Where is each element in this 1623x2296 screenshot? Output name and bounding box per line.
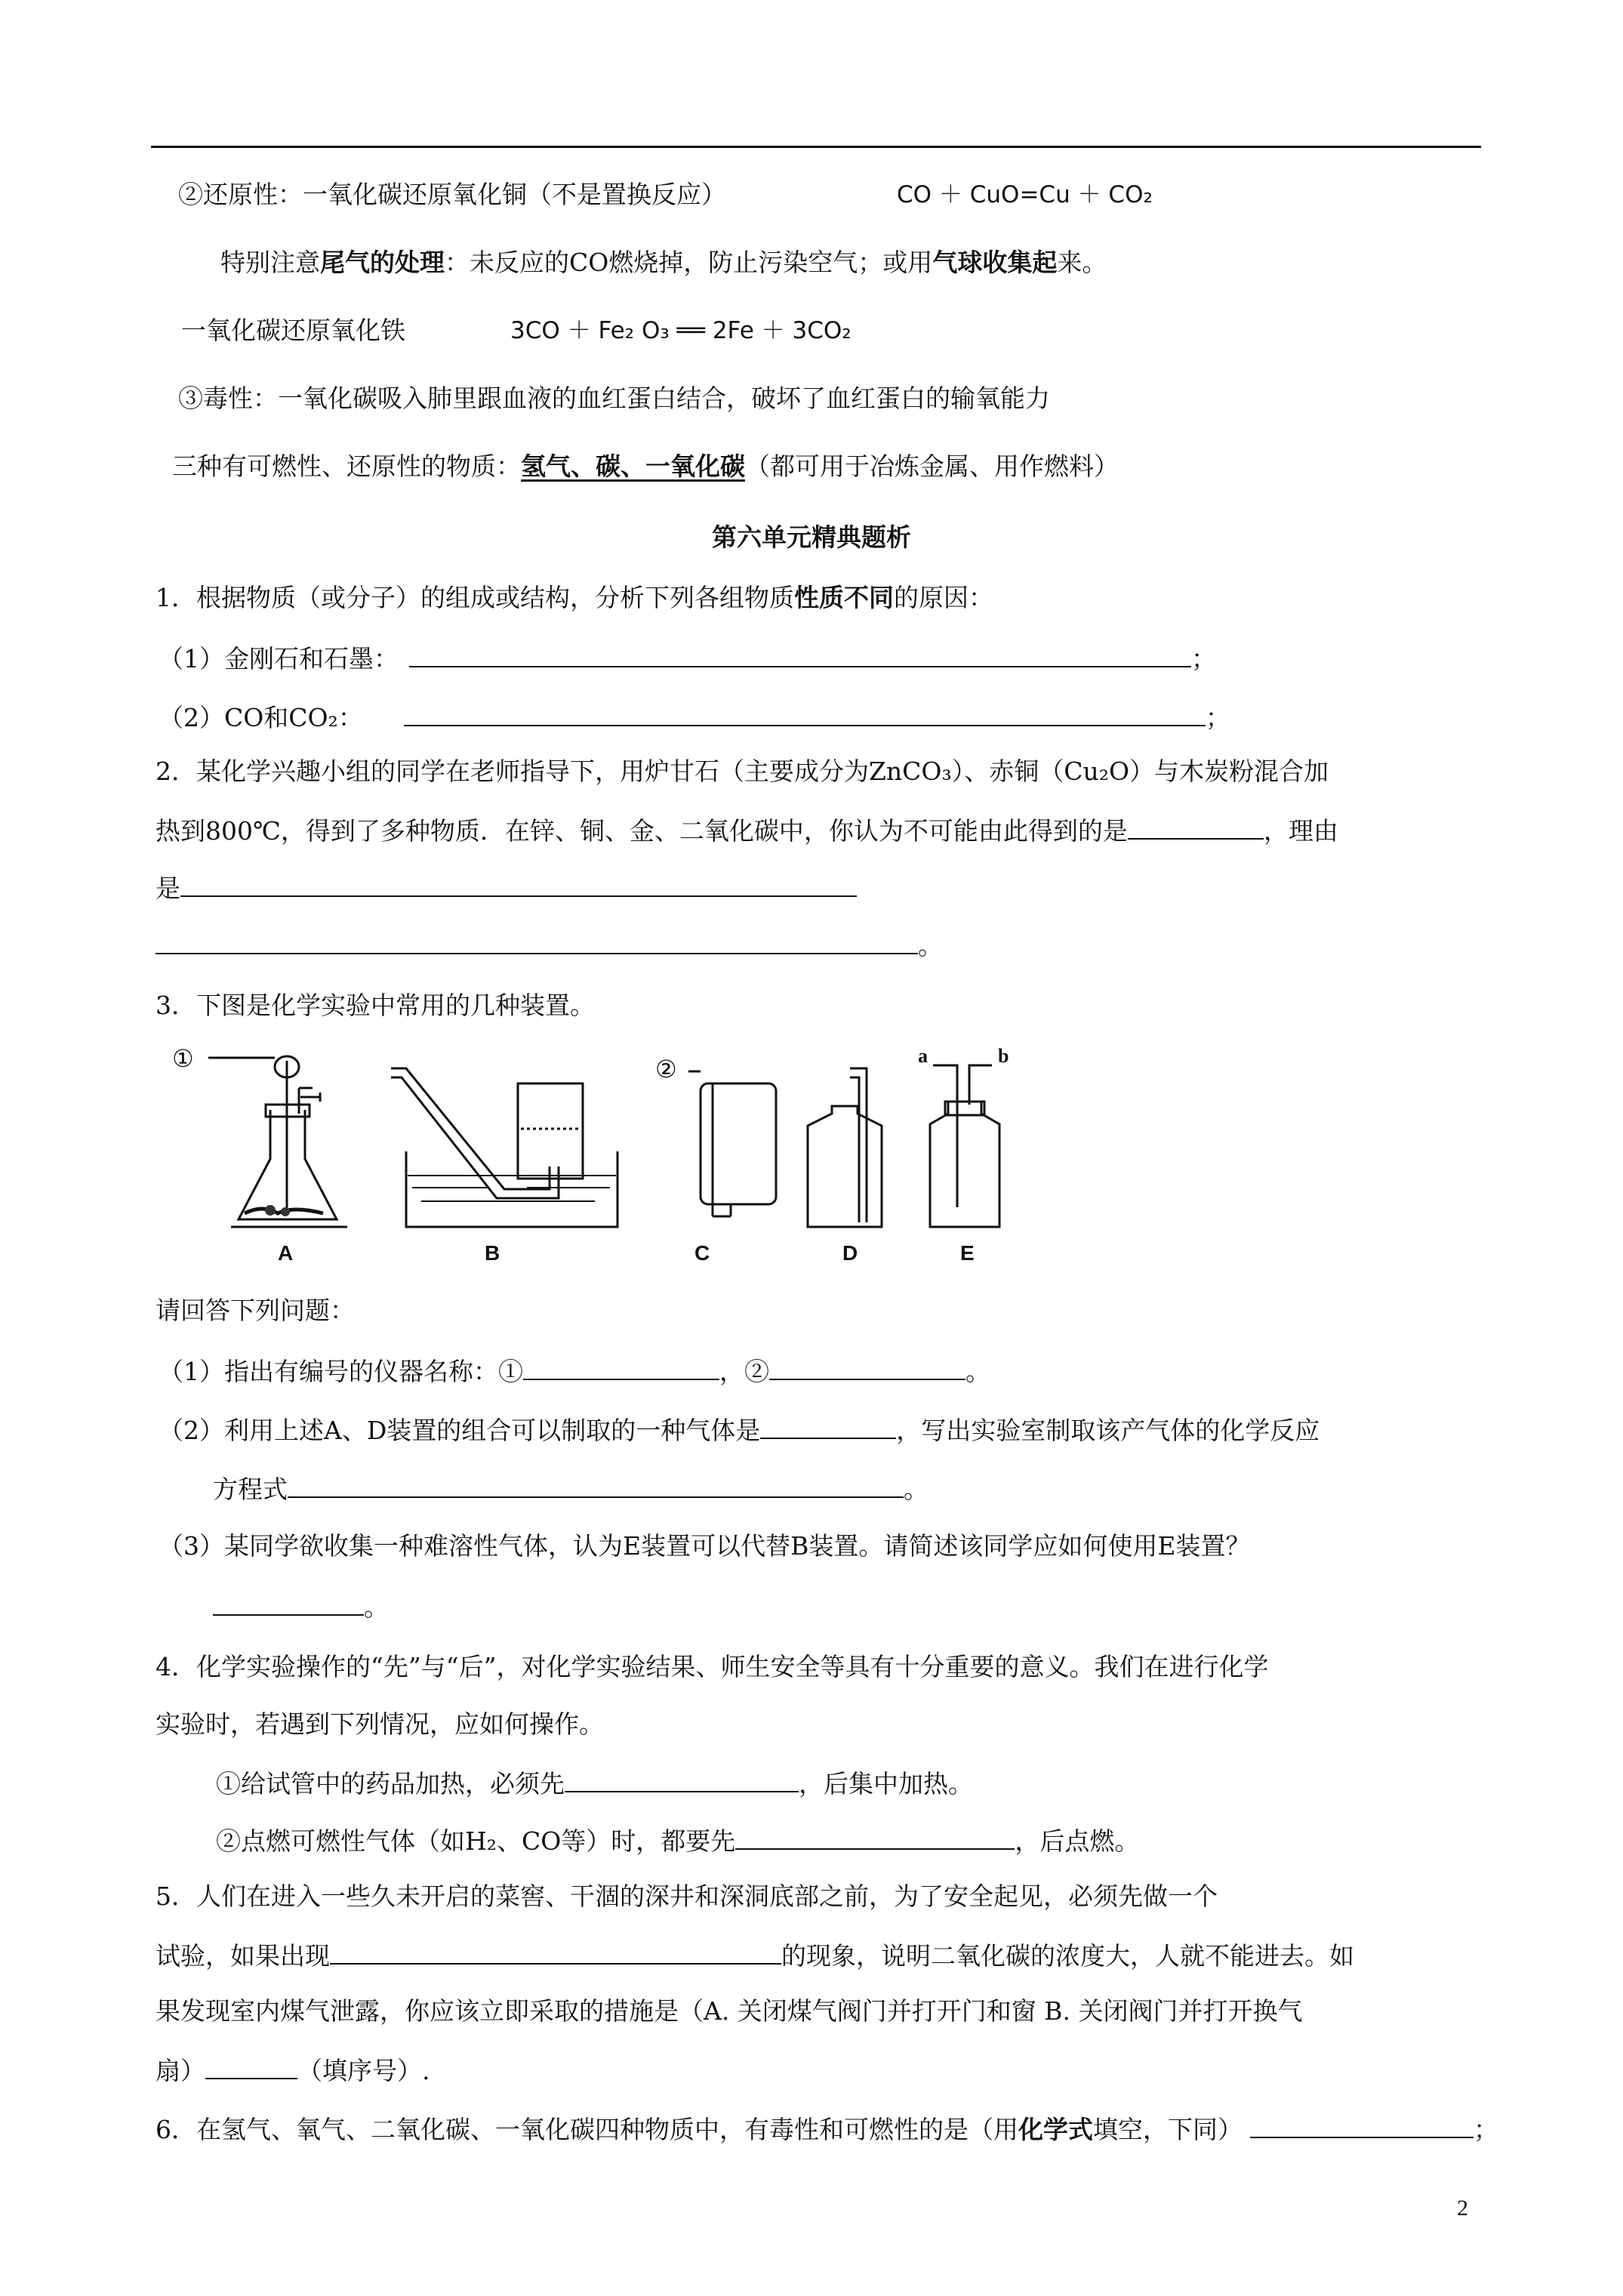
q4-item2 — [216, 1823, 1139, 1858]
q6-end: ； — [1474, 2115, 1498, 2144]
port-b: b — [998, 1045, 1009, 1067]
fe-equation: 3CO ＋ Fe₂ O₃ ══ 2Fe ＋ 3CO₂ — [510, 317, 852, 344]
q3-s1a: （1）指出有编号的仪器名称：① — [159, 1357, 523, 1386]
three-bold: 氢气、碳、一氧化碳 — [521, 451, 745, 481]
label-d: D — [842, 1241, 858, 1265]
q3-answer-instrument-2[interactable] — [769, 1353, 965, 1380]
header-rule — [151, 146, 1481, 148]
q1-sub2 — [159, 699, 1230, 735]
q3-s1c: 。 — [965, 1357, 990, 1386]
apparatus-d — [808, 1068, 882, 1227]
q3-answer-equation[interactable] — [288, 1471, 904, 1498]
apparatus-a — [208, 1056, 347, 1227]
q3-s3end: 。 — [364, 1592, 389, 1622]
q3-sub2 — [159, 1412, 1320, 1447]
toxicity-line: ③毒性：一氧化碳吸入肺里跟血液的血红蛋白结合，破坏了血红蛋白的输氧能力 — [178, 384, 1050, 413]
q2-line2a: 热到800℃，得到了多种物质．在锌、铜、金、二氧化碳中，你认为不可能由此得到的是 — [156, 816, 1128, 846]
apparatus-diagram — [172, 1038, 1048, 1265]
q6-b: 填空，下同） — [1093, 2115, 1243, 2144]
q1-sub1-label: （1）金刚石和石墨： — [159, 644, 399, 673]
q3-sub3: （3）某同学欲收集一种难溶性气体，认为E装置可以代替B装置。请简述该同学应如何使用E装置？ — [159, 1531, 1251, 1561]
apparatus-c — [688, 1071, 776, 1216]
q2-line3-text: 是 — [156, 874, 180, 903]
q5-line3: 果发现室内煤气泄露，你应该立即采取的措施是（A. 关闭煤气阀门并打开门和窗 B. 关闭阀门并打开换气 — [156, 1996, 1303, 2026]
q6-bold: 化学式 — [1018, 2115, 1093, 2144]
q4-i2a: ②点燃可燃性气体（如H₂、CO等）时，都要先 — [216, 1826, 736, 1856]
q6-answer[interactable] — [1250, 2111, 1474, 2138]
marker-2: ② — [655, 1056, 677, 1083]
cuo-equation: CO ＋ CuO=Cu ＋ CO₂ — [897, 181, 1153, 208]
q3-answer-gas[interactable] — [760, 1412, 896, 1439]
q3-s1b: ，② — [719, 1357, 769, 1386]
page-number: 2 — [1457, 2196, 1468, 2220]
q3-sub3-answer-line — [213, 1589, 389, 1624]
apparatus-figure — [172, 1038, 1048, 1265]
section-title: 第六单元精典题析 — [712, 522, 911, 552]
three-substances-line — [172, 450, 1119, 483]
q5-line2b: 的现象，说明二氧化碳的浓度大，人就不能进去。如 — [781, 1941, 1354, 1971]
q4-i1a: ①给试管中的药品加热，必须先 — [216, 1769, 565, 1798]
q3-s2a: （2）利用上述A、D装置的组合可以制取的一种气体是 — [159, 1416, 761, 1445]
q2-line4 — [156, 927, 943, 963]
q2-end: 。 — [918, 931, 943, 960]
note-bold: 尾气的处理 — [320, 248, 445, 277]
q3-s2d: 。 — [904, 1475, 929, 1504]
q5-line1: 5．人们在进入一些久未开启的菜窖、干涸的深井和深洞底部之前，为了安全起见，必须先做一个 — [156, 1881, 1218, 1911]
q4-i2b: ，后点燃。 — [1015, 1826, 1140, 1856]
q6-a: 6．在氢气、氧气、二氧化碳、一氧化碳四种物质中，有毒性和可燃性的是（用 — [156, 2115, 1018, 2144]
q4-answer-2[interactable] — [735, 1823, 1015, 1850]
q3-ask: 请回答下列问题： — [156, 1296, 355, 1325]
q4-i1b: ，后集中加热。 — [799, 1769, 973, 1798]
q1-answer-2[interactable] — [404, 699, 1206, 726]
label-b: B — [485, 1241, 500, 1265]
q3-stem: 3．下图是化学实验中常用的几种装置。 — [156, 991, 595, 1020]
q2-line3 — [156, 870, 857, 905]
reducing-property-line — [178, 178, 726, 211]
q1-stem-b: 的原因： — [894, 583, 993, 612]
three-suffix: （都可用于冶炼金属、用作燃料） — [745, 451, 1119, 481]
q4-answer-1[interactable] — [565, 1765, 799, 1792]
q3-s2b: ，写出实验室制取该产气体的化学反应 — [896, 1416, 1320, 1445]
q3-answer-usage[interactable] — [213, 1589, 364, 1616]
q1-answer-1[interactable] — [409, 640, 1191, 667]
q5-answer-choice[interactable] — [205, 2052, 297, 2079]
q2-line2b: ，理由 — [1263, 816, 1338, 846]
q4-line2: 实验时，若遇到下列情况，应如何操作。 — [156, 1709, 604, 1739]
q3-answer-instrument-1[interactable] — [523, 1353, 719, 1380]
iron-oxide-label: 一氧化碳还原氧化铁 — [181, 316, 405, 345]
q1-stem-a: 1．根据物质（或分子）的组成或结构，分析下列各组物质 — [156, 583, 794, 612]
label-e: E — [960, 1241, 975, 1265]
label-c: C — [694, 1241, 710, 1265]
q6-line — [156, 2111, 1498, 2147]
port-a: a — [918, 1045, 928, 1067]
exhaust-note — [220, 246, 1107, 279]
q5-line4 — [156, 2052, 430, 2088]
q2-line2 — [156, 812, 1338, 848]
apparatus-b — [391, 1068, 617, 1227]
note-end: 来。 — [1057, 248, 1107, 277]
q5-line4b: （填序号）. — [297, 2056, 430, 2085]
q5-line4a: 扇） — [156, 2056, 205, 2085]
q1-sub2-label: （2）CO和CO₂： — [159, 703, 363, 732]
apparatus-e — [930, 1065, 999, 1227]
reducing-property-text: ②还原性：一氧化碳还原氧化铜（不是置换反应） — [178, 180, 726, 209]
marker-1: ① — [172, 1045, 194, 1072]
q5-line2 — [156, 1937, 1354, 1973]
q4-line1: 4．化学实验操作的“先”与“后”，对化学实验结果、师生安全等具有十分重要的意义。我们在进行化学 — [156, 1652, 1269, 1681]
q1-semi-1: ； — [1191, 644, 1216, 673]
q3-sub1 — [159, 1353, 990, 1388]
q1-stem-bold: 性质不同 — [794, 583, 894, 612]
q1-stem — [156, 581, 993, 615]
three-prefix: 三种有可燃性、还原性的物质： — [172, 451, 521, 481]
note-prefix: 特别注意 — [220, 248, 320, 277]
q5-answer-phenomenon[interactable] — [330, 1937, 781, 1965]
q3-sub2-eq — [213, 1471, 929, 1506]
note-text: ：未反应的CO燃烧掉，防止污染空气；或用 — [445, 248, 933, 277]
q2-line1: 2．某化学兴趣小组的同学在老师指导下，用炉甘石（主要成分为ZnCO₃）、赤铜（Cu₂O）与木炭粉混合加 — [156, 757, 1329, 786]
q4-item1 — [216, 1765, 973, 1801]
q2-answer-reason-2[interactable] — [156, 927, 918, 954]
q1-semi-2: ； — [1205, 703, 1230, 732]
q5-line2a: 试验，如果出现 — [156, 1941, 330, 1971]
note-bold-2: 气球收集起 — [932, 248, 1058, 277]
q2-answer-substance[interactable] — [1128, 812, 1264, 840]
label-a: A — [278, 1241, 294, 1265]
q1-sub1 — [159, 640, 1216, 676]
q2-answer-reason-1[interactable] — [180, 870, 857, 897]
q3-s2c: 方程式 — [213, 1475, 288, 1504]
